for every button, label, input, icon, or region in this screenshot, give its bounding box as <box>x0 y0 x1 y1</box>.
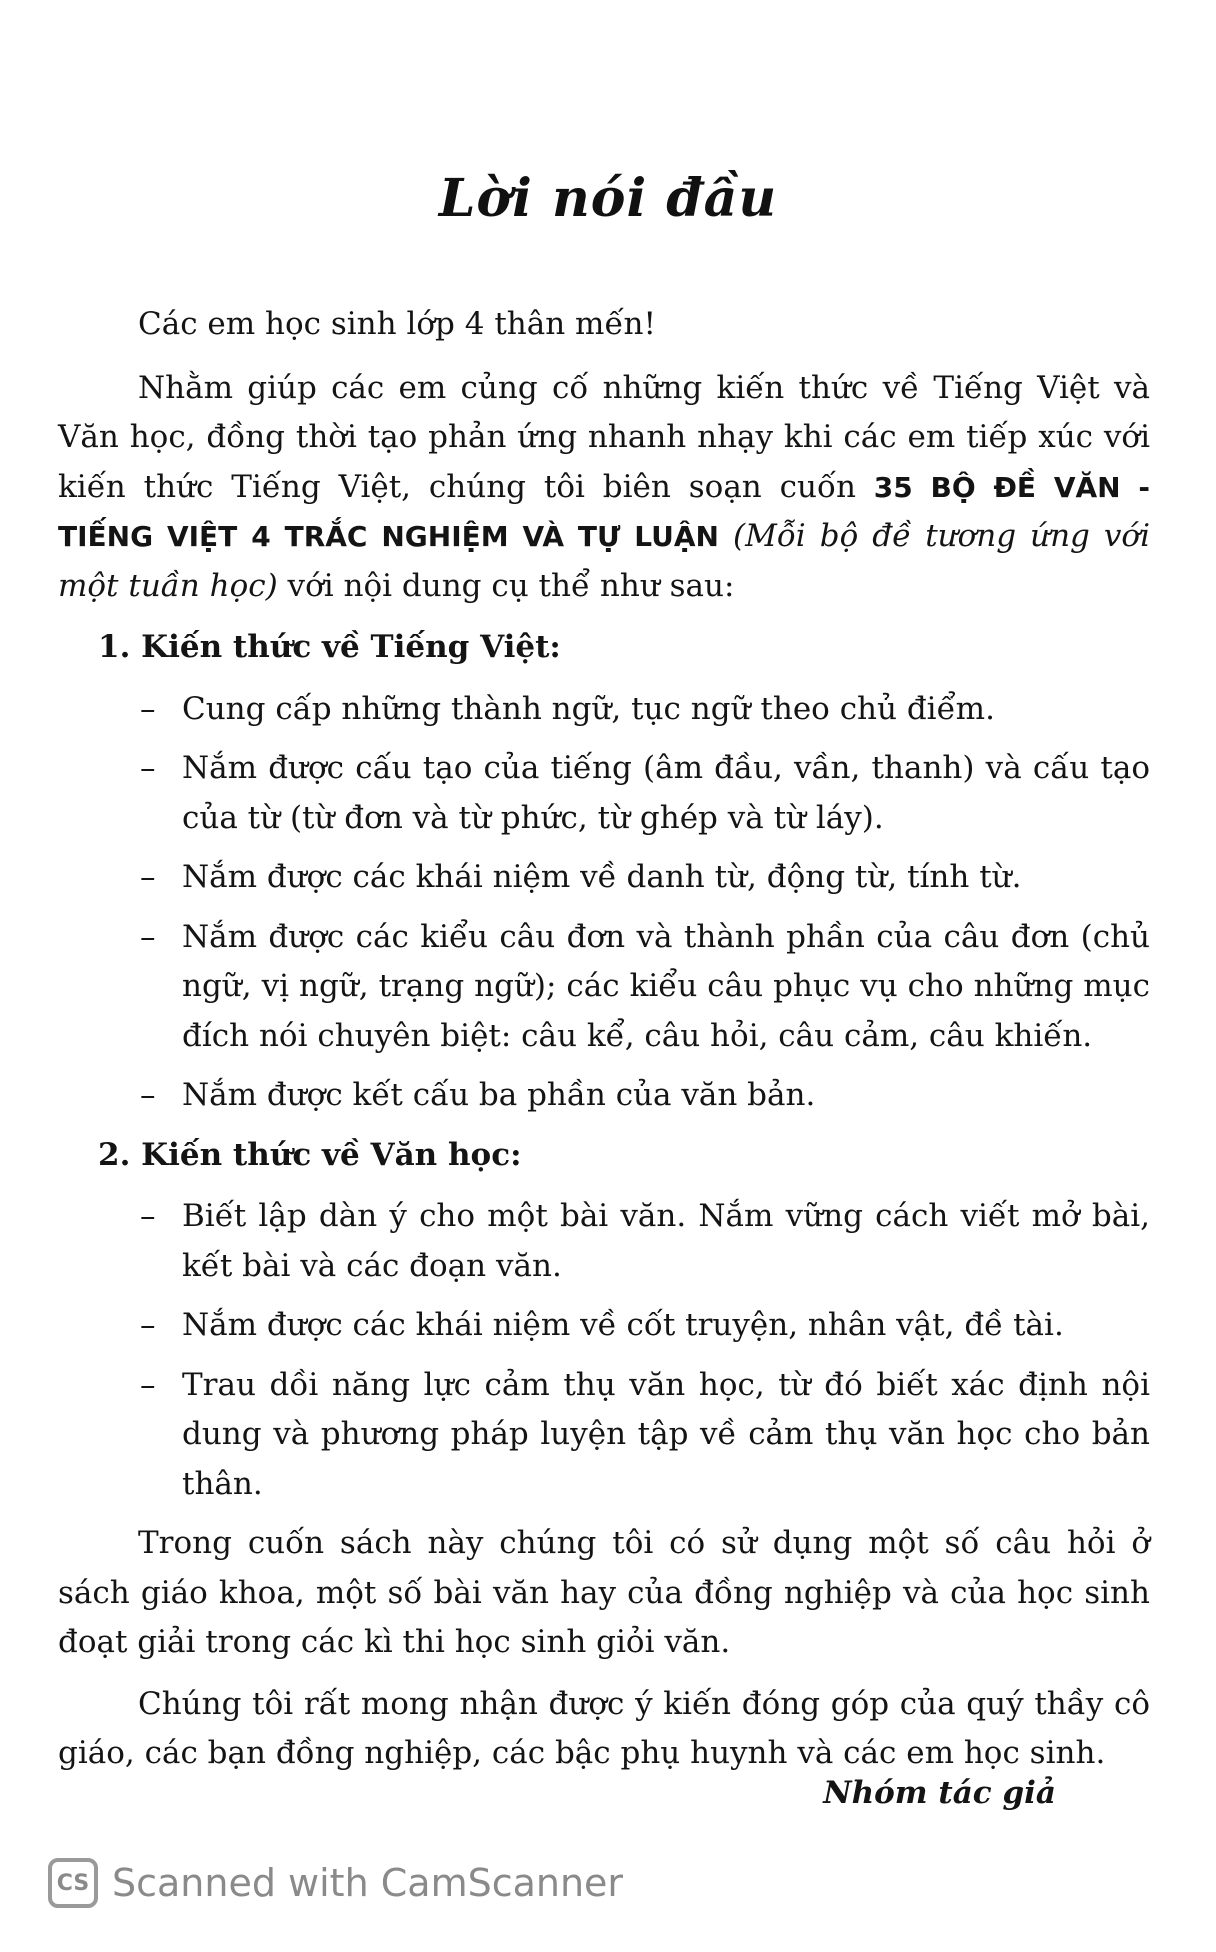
book-title: 35 BỘ ĐỀ VĂN - TIẾNG VIỆT 4 TRẮC NGHIỆM VÀ TỰ LUẬN <box>58 470 1150 553</box>
list-item: – Nắm được cấu tạo của tiếng (âm đầu, vần, thanh) và cấu tạo của từ (từ đơn và từ phức, từ ghép và từ láy). <box>58 744 1150 843</box>
list-item: – Nắm được các khái niệm về cốt truyện, nhân vật, đề tài. <box>58 1301 1150 1351</box>
section-list-tieng-viet <box>58 685 1150 1121</box>
closing-paragraph-2: Chúng tôi rất mong nhận được ý kiến đóng góp của quý thầy cô giáo, các bạn đồng nghiệp, các bậc phụ huynh và các em học sinh. <box>58 1685 1150 1771</box>
watermark-text: Scanned with CamScanner <box>112 1861 624 1905</box>
section-heading-tieng-viet: 1. Kiến thức về Tiếng Việt: <box>98 629 561 665</box>
document-body <box>58 300 1150 1791</box>
page-title: Lời nói đầu <box>438 168 778 229</box>
list-item: – Cung cấp những thành ngữ, tục ngữ theo chủ điểm. <box>58 685 1150 735</box>
list-item: – Nắm được các kiểu câu đơn và thành phần của câu đơn (chủ ngữ, vị ngữ, trạng ngữ); các kiểu câu phục vụ cho những mục đích nói chuyên biệt: câu kể, câu hỏi, câu cảm, câu khiến. <box>58 913 1150 1062</box>
list-item: – Trau dồi năng lực cảm thụ văn học, từ đó biết xác định nội dung và phương pháp luyện tập về cảm thụ văn học cho bản thân. <box>58 1361 1150 1510</box>
list-item: – Nắm được các khái niệm về danh từ, động từ, tính từ. <box>58 853 1150 903</box>
section-list-van-hoc <box>58 1192 1150 1509</box>
list-item: – Nắm được kết cấu ba phần của văn bản. <box>58 1071 1150 1121</box>
section-heading-van-hoc: 2. Kiến thức về Văn học: <box>98 1136 522 1173</box>
signature: Nhóm tác giả <box>823 1775 1056 1811</box>
intro-note: (Mỗi bộ đề tương ứng với một tuần học) <box>58 518 1150 604</box>
greeting: Các em học sinh lớp 4 thân mến! <box>138 306 656 342</box>
list-item: – Biết lập dàn ý cho một bài văn. Nắm vững cách viết mở bài, kết bài và các đoạn văn. <box>58 1192 1150 1291</box>
camscanner-watermark <box>48 1858 623 1908</box>
closing-paragraph-1: Trong cuốn sách này chúng tôi có sử dụng một số câu hỏi ở sách giáo khoa, một số bài văn hay của đồng nghiệp và của học sinh đoạt giải trong các kì thi học sinh giỏi văn. <box>58 1525 1150 1660</box>
intro-paragraph <box>58 364 1150 612</box>
camscanner-logo-icon: CS <box>48 1858 98 1908</box>
intro-text-end: với nội dung cụ thể như sau: <box>277 567 735 604</box>
intro-text: Nhằm giúp các em củng cố những kiến thức về Tiếng Việt và Văn học, đồng thời tạo phản ứng nhanh nhạy khi các em tiếp xúc với kiến thức Tiếng Việt, chúng tôi biên soạn cuốn <box>58 369 1150 505</box>
